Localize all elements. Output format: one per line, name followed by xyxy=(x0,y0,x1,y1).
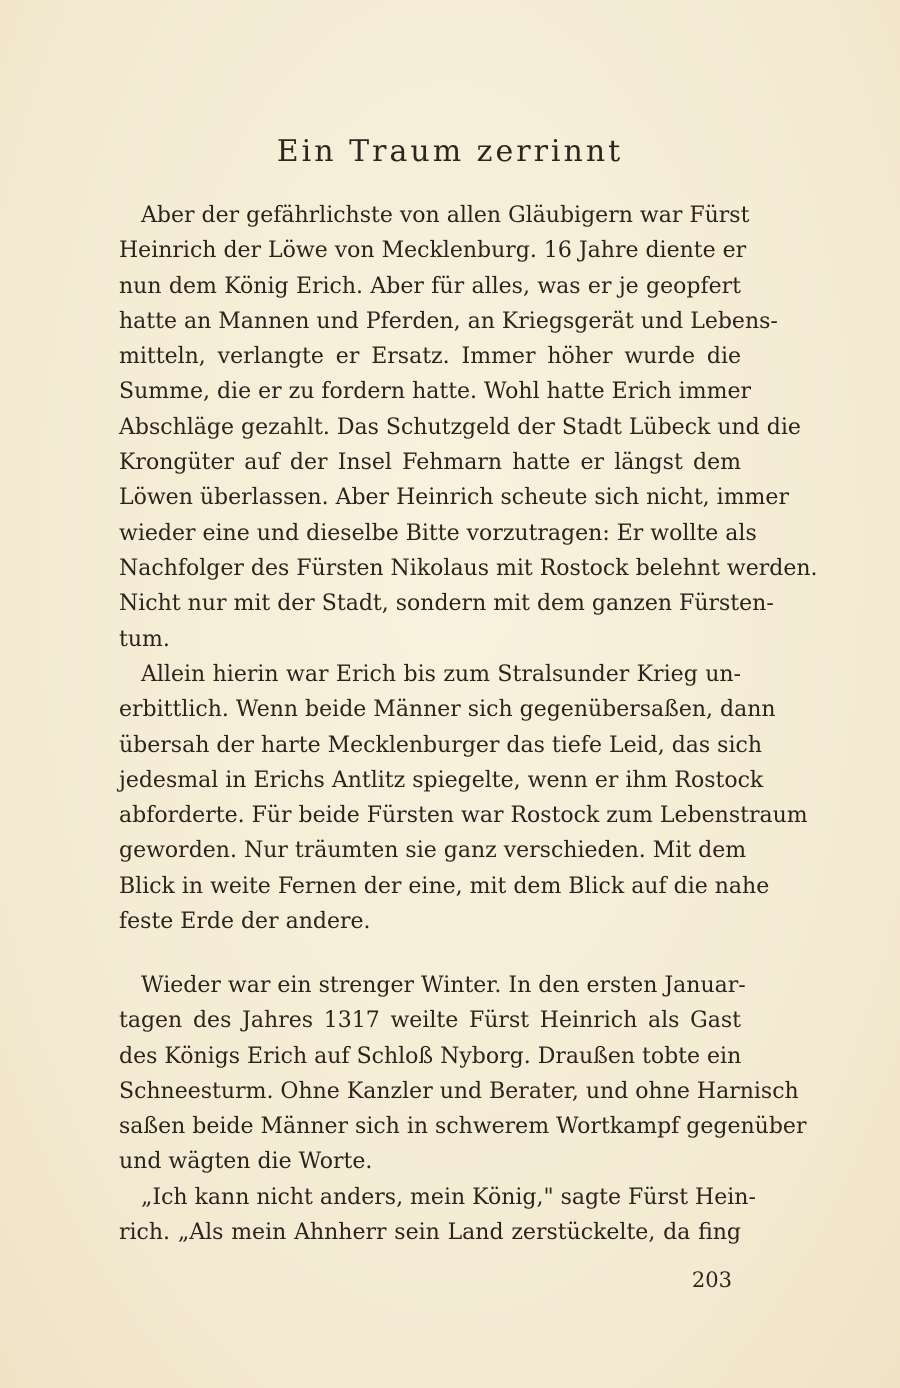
paragraph-1 xyxy=(119,198,818,657)
text-line: rich. „Als mein Ahnherr sein Land zerstückelte, da fing xyxy=(119,1220,741,1246)
paragraph-2 xyxy=(119,657,808,939)
text-line: „Ich kann nicht anders, mein König," sagte Fürst Hein- xyxy=(141,1185,756,1210)
text-line: Krongüter auf der Insel Fehmarn hatte er längst dem xyxy=(119,450,741,476)
text-line: Blick in weite Fernen der eine, mit dem Blick auf die nahe xyxy=(119,873,770,899)
text-line: Nachfolger des Fürsten Nikolaus mit Rostock belehnt werden. xyxy=(119,555,818,581)
chapter-title: Ein Traum zerrinnt xyxy=(276,134,624,169)
text-line: übersah der harte Mecklenburger das tiefe Leid, das sich xyxy=(119,732,762,758)
text-line: hatte an Mannen und Pferden, an Kriegsgerät und Lebens- xyxy=(119,308,778,334)
text-line: Nicht nur mit der Stadt, sondern mit dem ganzen Fürsten- xyxy=(119,591,774,617)
text-line: und wägten die Worte. xyxy=(119,1149,373,1175)
text-line: saßen beide Männer sich in schwerem Wortkampf gegenüber xyxy=(119,1114,807,1140)
text-line: feste Erde der andere. xyxy=(119,909,371,935)
text-line: Löwen überlassen. Aber Heinrich scheute sich nicht, immer xyxy=(119,485,789,511)
text-line: Summe, die er zu fordern hatte. Wohl hatte Erich immer xyxy=(119,379,751,405)
text-line: Wieder war ein strenger Winter. In den ersten Januar- xyxy=(141,973,746,998)
text-line: erbittlich. Wenn beide Männer sich gegenübersaßen, dann xyxy=(119,697,776,723)
text-line: Allein hierin war Erich bis zum Stralsunder Krieg un- xyxy=(141,662,741,687)
text-line: Aber der gefährlichste von allen Gläubigern war Fürst xyxy=(141,203,750,228)
text-line: mitteln, verlangte er Ersatz. Immer höher wurde die xyxy=(119,344,741,370)
text-line: Heinrich der Löwe von Mecklenburg. 16 Jahre diente er xyxy=(119,238,747,264)
text-line: wieder eine und dieselbe Bitte vorzutragen: Er wollte als xyxy=(119,520,757,546)
text-line: Abschläge gezahlt. Das Schutzgeld der Stadt Lübeck und die xyxy=(119,414,801,440)
text-line: tum. xyxy=(119,626,170,652)
paragraph-3 xyxy=(119,968,807,1180)
text-line: des Königs Erich auf Schloß Nyborg. Draußen tobte ein xyxy=(119,1043,742,1069)
text-line: jedesmal in Erichs Antlitz spiegelte, wenn er ihm Rostock xyxy=(119,767,764,793)
text-line: geworden. Nur träumten sie ganz verschieden. Mit dem xyxy=(119,838,747,864)
text-line: abforderte. Für beide Fürsten war Rostock zum Lebenstraum xyxy=(119,803,808,829)
text-line: tagen des Jahres 1317 weilte Fürst Heinrich als Gast xyxy=(119,1008,741,1034)
page-number: 203 xyxy=(691,1268,732,1292)
text-line: nun dem König Erich. Aber für alles, was er je geopfert xyxy=(119,273,741,299)
paragraph-4 xyxy=(119,1180,756,1251)
text-line: Schneesturm. Ohne Kanzler und Berater, und ohne Harnisch xyxy=(119,1078,799,1104)
